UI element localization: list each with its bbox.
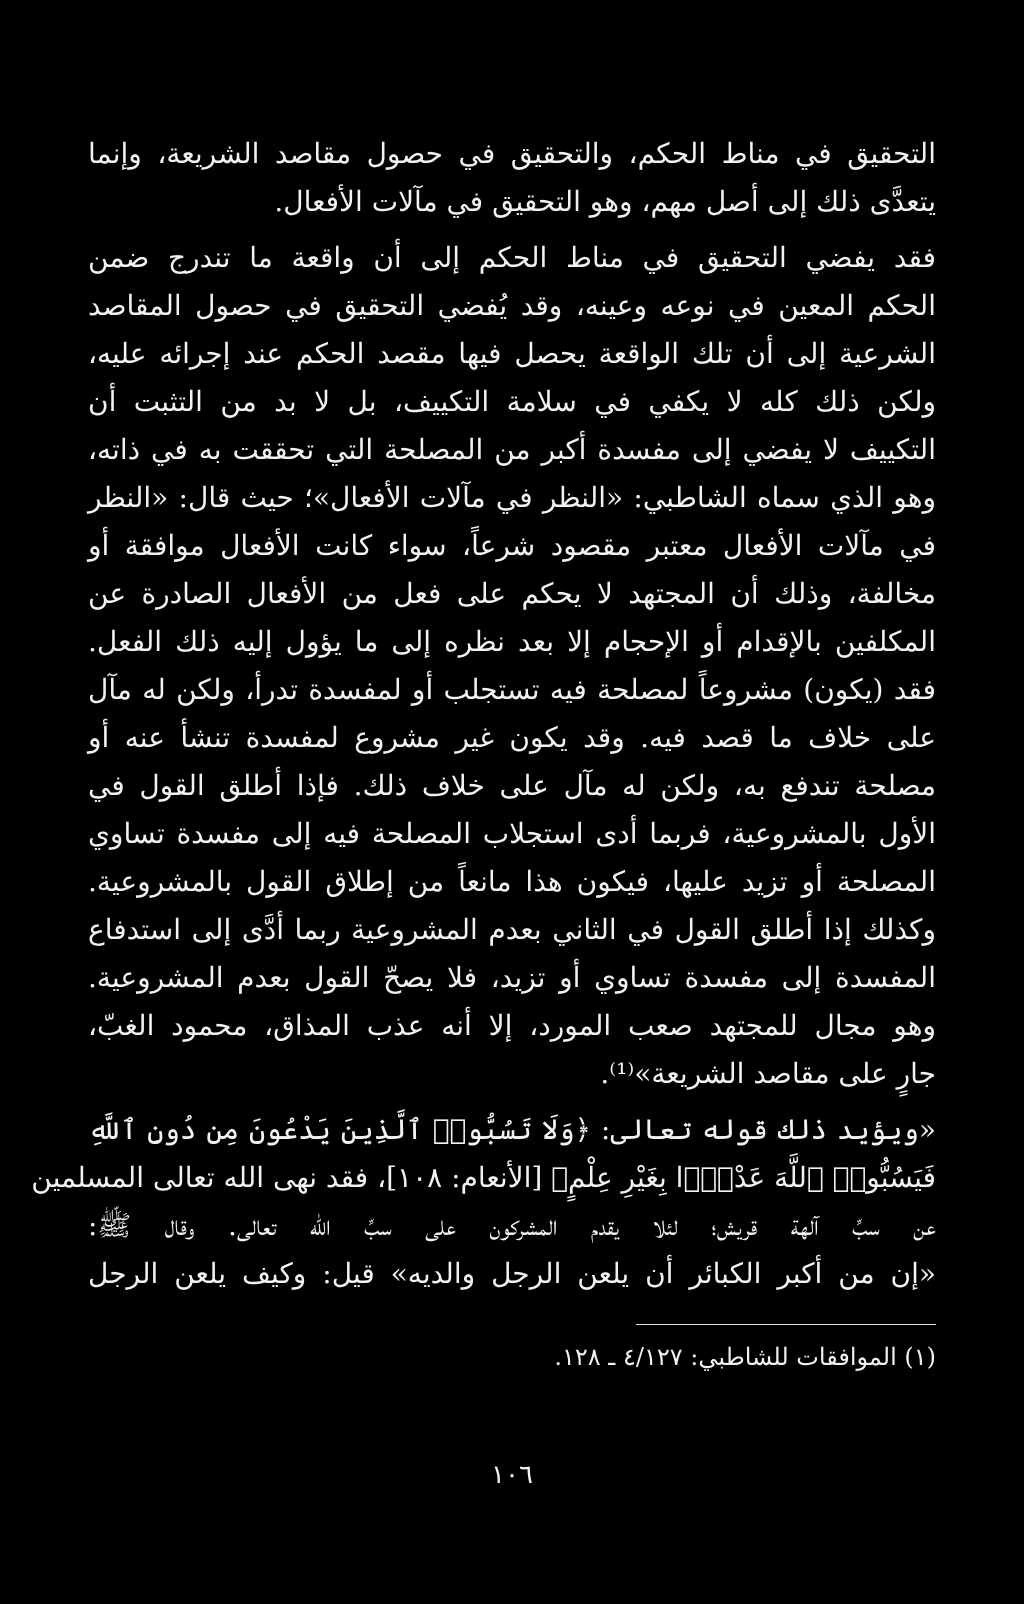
text-line: الأول بالمشروعية، فربما أدى استجلاب المصلحة فيه إلى مفسدة تساوي — [88, 817, 936, 850]
paragraph-3 — [31, 1106, 936, 1298]
text-line: فقد (يكون) مشروعاً لمصلحة فيه تستجلب أو لمفسدة تدرأ، ولكن له مآل — [88, 673, 936, 706]
text-line: مصلحة تندفع به، ولكن له مآل على خلاف ذلك. فإذا أطلق القول في — [88, 769, 936, 802]
text-line: في مآلات الأفعال معتبر مقصود شرعاً، سواء كانت الأفعال موافقة أو — [88, 529, 936, 562]
text-line: «إن من أكبر الكبائر أن يلعن الرجل والديه» قيل: وكيف يلعن الرجل — [88, 1257, 936, 1290]
text-line: فقد يفضي التحقيق في مناط الحكم إلى أن واقعة ما تندرج ضمن — [88, 241, 937, 274]
quran-verse-line: فَيَسُبُّوا۟ ٱللَّهَ عَدْوًۢا بِغَيْرِ عِلْمٍ﴾ [الأنعام: ١٠٨]، فقد نهى الله تعالى المسلمين — [31, 1161, 936, 1194]
text-line: المكلفين بالإقدام أو الإحجام إلا بعد نظره إلى ما يؤول إليه ذلك الفعل. — [88, 625, 936, 658]
text-line: المفسدة إلى مفسدة تساوي أو تزيد، فلا يصحّ القول بعدم المشروعية. — [88, 961, 936, 994]
footnote-divider — [636, 1324, 936, 1325]
page-number: ١٠٦ — [491, 1460, 533, 1490]
text-line: وكذلك إذا أطلق القول في الثاني بعدم المشروعية ربما أدَّى إلى استدفاع — [88, 913, 936, 946]
text-line: على خلاف ما قصد فيه. وقد يكون غير مشروع لمفسدة تنشأ عنه أو — [88, 721, 936, 754]
quran-verse-line: «ويؤيد ذلك قوله تعالى: ﴿وَلَا تَسُبُّوا۟ ٱلَّذِينَ يَدْعُونَ مِن دُونِ ٱللَّهِ — [88, 1113, 936, 1146]
text-line: التحقيق في مناط الحكم، والتحقيق في حصول مقاصد الشريعة، وإنما — [88, 137, 936, 170]
footnote: (١) الموافقات للشاطبي: ٤/١٢٧ ـ ١٢٨. — [554, 1343, 936, 1371]
text-line: الحكم المعين في نوعه وعينه، وقد يُفضي التحقيق في حصول المقاصد — [88, 289, 936, 322]
text-line: مخالفة، وذلك أن المجتهد لا يحكم على فعل من الأفعال الصادرة عن — [88, 577, 936, 610]
paragraph-1 — [88, 130, 936, 226]
text-line: الشرعية إلى أن تلك الواقعة يحصل فيها مقصد الحكم عند إجرائه عليه، — [88, 337, 936, 370]
text-line: وهو مجال للمجتهد صعب المورد، إلا أنه عذب المذاق، محمود الغبّ، — [88, 1009, 936, 1042]
text-line: ولكن ذلك كله لا يكفي في سلامة التكييف، بل لا بد من التثبت أن — [88, 385, 936, 418]
paragraph-2 — [88, 234, 936, 1098]
text-line: جارٍ على مقاصد الشريعة»⁽¹⁾. — [600, 1057, 936, 1090]
text-line: عن سبِّ آلهة قريش؛ لئلا يقدم المشركون على سبِّ الله تعالى. وقال ﷺ: — [88, 1209, 936, 1242]
text-line: يتعدَّى ذلك إلى أصل مهم، وهو التحقيق في مآلات الأفعال. — [274, 185, 936, 218]
text-line: المصلحة أو تزيد عليها، فيكون هذا مانعاً من إطلاق القول بالمشروعية. — [88, 865, 936, 898]
book-page — [31, 130, 937, 1570]
text-line: التكييف لا يفضي إلى مفسدة أكبر من المصلحة التي تحققت به في ذاته، — [88, 433, 936, 466]
text-line: وهو الذي سماه الشاطبي: «النظر في مآلات الأفعال»؛ حيث قال: «النظر — [88, 481, 936, 514]
